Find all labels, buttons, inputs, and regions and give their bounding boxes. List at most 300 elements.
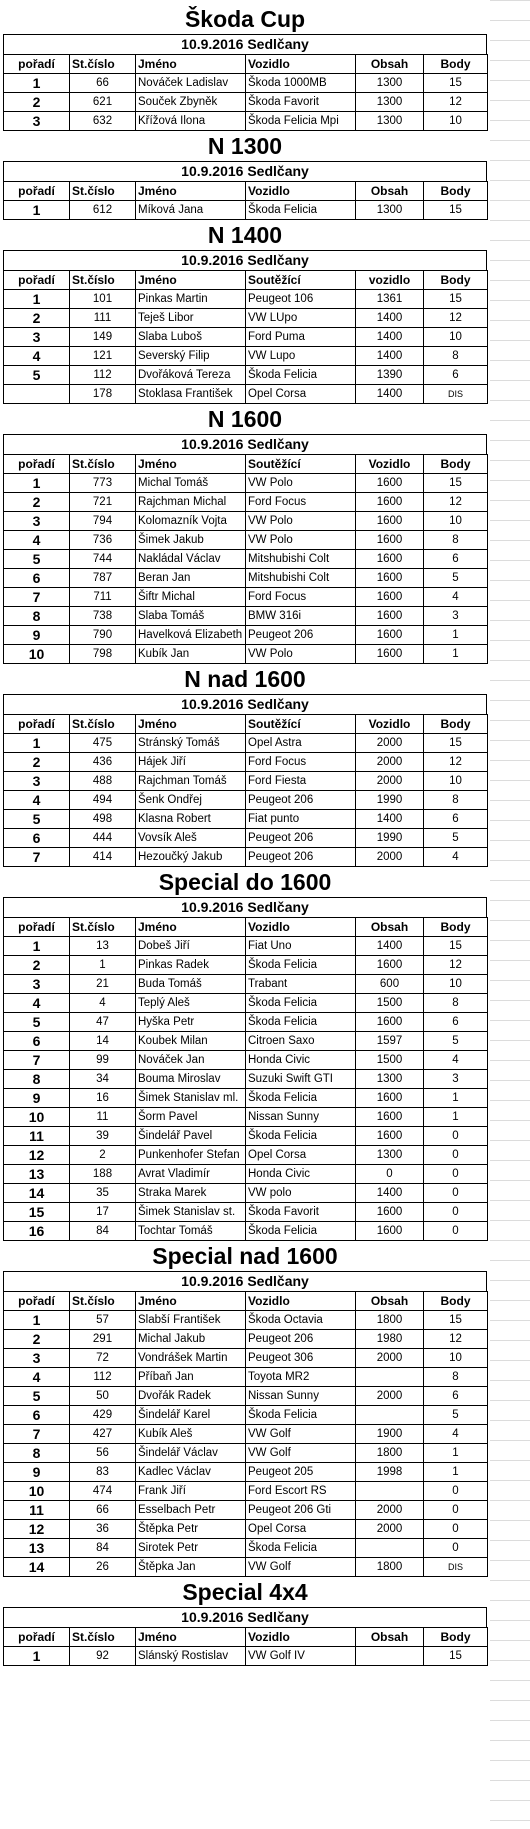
table-cell: Beran Jan (136, 569, 246, 588)
table-cell: 5 (424, 1406, 488, 1425)
table-cell: 6 (424, 366, 488, 385)
table-cell: Šimek Stanislav ml. (136, 1089, 246, 1108)
column-header: pořadí (4, 715, 70, 734)
column-header: Jméno (136, 715, 246, 734)
table-cell: 1600 (356, 588, 424, 607)
table-cell: 721 (70, 493, 136, 512)
results-table (3, 1627, 488, 1666)
table-cell: 50 (70, 1387, 136, 1406)
table-row (4, 1108, 488, 1127)
table-row (4, 201, 488, 220)
table-row (4, 347, 488, 366)
table-cell: 1300 (356, 1070, 424, 1089)
table-cell: Škoda Felicia (246, 1406, 356, 1425)
section-title: N nad 1600 (184, 666, 306, 692)
table-cell: 1 (4, 1647, 70, 1666)
table-cell: 0 (424, 1520, 488, 1539)
table-cell: 1300 (356, 201, 424, 220)
table-cell: 15 (424, 1647, 488, 1666)
table-cell: 794 (70, 512, 136, 531)
table-cell: 10 (4, 1108, 70, 1127)
table-cell: 1980 (356, 1330, 424, 1349)
results-section (3, 131, 487, 220)
table-cell: Slabší František (136, 1311, 246, 1330)
table-cell: 10 (424, 512, 488, 531)
results-table (3, 1291, 488, 1577)
table-cell: Honda Civic (246, 1051, 356, 1070)
table-cell: Fiat punto (246, 810, 356, 829)
table-cell: 1600 (356, 531, 424, 550)
table-cell: Dvořák Radek (136, 1387, 246, 1406)
table-cell: 1 (424, 1463, 488, 1482)
table-cell: Koubek Milan (136, 1032, 246, 1051)
table-row (4, 1425, 488, 1444)
results-table (3, 454, 488, 664)
table-cell: 15 (424, 1311, 488, 1330)
table-cell: 2000 (356, 1520, 424, 1539)
column-header: Soutěžící (246, 715, 356, 734)
table-cell: 11 (4, 1127, 70, 1146)
table-cell: 9 (4, 626, 70, 645)
column-header: Body (424, 182, 488, 201)
column-header: Obsah (356, 918, 424, 937)
table-cell: 2000 (356, 1501, 424, 1520)
table-cell: 8 (424, 1368, 488, 1387)
table-row (4, 1482, 488, 1501)
table-cell: 1600 (356, 493, 424, 512)
table-cell: Opel Corsa (246, 1520, 356, 1539)
table-row (4, 1146, 488, 1165)
table-cell: 1 (4, 734, 70, 753)
table-row (4, 93, 488, 112)
table-cell: 8 (4, 1444, 70, 1463)
table-cell: 112 (70, 366, 136, 385)
table-cell: 10 (424, 112, 488, 131)
table-cell: 4 (424, 1051, 488, 1070)
table-row (4, 645, 488, 664)
table-cell: 0 (424, 1146, 488, 1165)
column-header: St.číslo (70, 182, 136, 201)
table-cell: 4 (424, 848, 488, 867)
results-table (3, 181, 488, 220)
table-cell: Vovsík Aleš (136, 829, 246, 848)
table-cell: Sirotek Petr (136, 1539, 246, 1558)
table-cell: 149 (70, 328, 136, 347)
table-cell: 1 (4, 937, 70, 956)
table-cell: 7 (4, 1051, 70, 1070)
results-section (3, 1577, 487, 1666)
table-cell: 7 (4, 848, 70, 867)
table-cell: Peugeot 206 (246, 791, 356, 810)
table-cell: 83 (70, 1463, 136, 1482)
table-row (4, 1647, 488, 1666)
table-cell: 427 (70, 1425, 136, 1444)
table-header-row (4, 918, 488, 937)
table-cell: Teplý Aleš (136, 994, 246, 1013)
table-cell: 475 (70, 734, 136, 753)
table-row (4, 512, 488, 531)
column-header: St.číslo (70, 55, 136, 74)
table-row (4, 1311, 488, 1330)
table-cell: Peugeot 206 (246, 829, 356, 848)
table-cell: 1 (4, 474, 70, 493)
table-cell: 711 (70, 588, 136, 607)
column-header: Body (424, 55, 488, 74)
table-cell: 1600 (356, 1089, 424, 1108)
table-cell: 494 (70, 791, 136, 810)
column-header: Body (424, 1628, 488, 1647)
table-cell: DIS (424, 385, 488, 404)
table-cell: 1 (4, 290, 70, 309)
table-cell: Kubík Aleš (136, 1425, 246, 1444)
column-header: Obsah (356, 55, 424, 74)
table-cell: 1990 (356, 791, 424, 810)
table-cell: Škoda Felicia (246, 1127, 356, 1146)
column-header: Jméno (136, 1628, 246, 1647)
column-header: Obsah (356, 1292, 424, 1311)
table-row (4, 607, 488, 626)
column-header: St.číslo (70, 271, 136, 290)
table-cell: 16 (70, 1089, 136, 1108)
table-cell: 1500 (356, 1051, 424, 1070)
table-cell: 1600 (356, 512, 424, 531)
table-cell: Škoda Felicia (246, 366, 356, 385)
table-cell: 72 (70, 1349, 136, 1368)
table-cell: 790 (70, 626, 136, 645)
table-cell: 34 (70, 1070, 136, 1089)
table-cell: 1800 (356, 1444, 424, 1463)
table-cell: DIS (424, 1558, 488, 1577)
table-cell: 1600 (356, 1013, 424, 1032)
table-row (4, 994, 488, 1013)
table-cell: VW LUpo (246, 309, 356, 328)
table-row (4, 385, 488, 404)
table-cell: 56 (70, 1444, 136, 1463)
table-cell: 1600 (356, 550, 424, 569)
table-cell: 798 (70, 645, 136, 664)
table-row (4, 1032, 488, 1051)
table-cell: 1600 (356, 645, 424, 664)
table-cell: 1 (424, 1108, 488, 1127)
table-cell: VW Polo (246, 474, 356, 493)
table-cell: 1800 (356, 1311, 424, 1330)
table-cell: 15 (424, 474, 488, 493)
table-row (4, 1349, 488, 1368)
table-cell: 6 (4, 829, 70, 848)
table-cell: 12 (424, 493, 488, 512)
table-cell: Frank Jiří (136, 1482, 246, 1501)
table-cell: Škoda Felicia (246, 956, 356, 975)
table-cell: 12 (424, 956, 488, 975)
results-section (3, 220, 487, 404)
table-cell: Škoda Octavia (246, 1311, 356, 1330)
table-cell: 5 (4, 1013, 70, 1032)
column-header: vozidlo (356, 271, 424, 290)
column-header: Soutěžící (246, 271, 356, 290)
column-header: Jméno (136, 1292, 246, 1311)
table-cell: 15 (424, 74, 488, 93)
table-cell: 1400 (356, 309, 424, 328)
table-cell: 773 (70, 474, 136, 493)
table-row (4, 1520, 488, 1539)
table-cell: 1 (424, 645, 488, 664)
table-cell: 15 (424, 201, 488, 220)
table-cell: Šindelář Pavel (136, 1127, 246, 1146)
section-date: 10.9.2016 Sedlčany (3, 897, 487, 917)
table-cell: 1 (424, 1089, 488, 1108)
table-cell: 5 (4, 366, 70, 385)
table-cell: 3 (4, 512, 70, 531)
table-cell: 1998 (356, 1463, 424, 1482)
table-cell: Dobeš Jiří (136, 937, 246, 956)
table-cell: Punkenhofer Stefan (136, 1146, 246, 1165)
table-cell: VW Golf (246, 1444, 356, 1463)
table-cell: Opel Corsa (246, 1146, 356, 1165)
section-title: N 1300 (207, 133, 283, 159)
column-header: pořadí (4, 1292, 70, 1311)
table-cell: Šindelář Karel (136, 1406, 246, 1425)
table-cell: Peugeot 106 (246, 290, 356, 309)
results-table (3, 714, 488, 867)
table-cell: 15 (4, 1203, 70, 1222)
table-cell (356, 1406, 424, 1425)
table-cell: Hyška Petr (136, 1013, 246, 1032)
table-cell: 291 (70, 1330, 136, 1349)
table-cell: 3 (4, 112, 70, 131)
table-cell: VW Polo (246, 531, 356, 550)
table-row (4, 753, 488, 772)
table-cell: 632 (70, 112, 136, 131)
table-cell: 84 (70, 1539, 136, 1558)
table-cell: 787 (70, 569, 136, 588)
table-cell: Souček Zbyněk (136, 93, 246, 112)
table-cell: 1300 (356, 112, 424, 131)
table-cell: 3 (424, 607, 488, 626)
column-header: Vozidlo (356, 715, 424, 734)
table-row (4, 1558, 488, 1577)
table-row (4, 531, 488, 550)
table-cell: 111 (70, 309, 136, 328)
column-header: pořadí (4, 455, 70, 474)
table-cell: 6 (424, 550, 488, 569)
column-header: Body (424, 455, 488, 474)
table-cell: 1900 (356, 1425, 424, 1444)
table-cell: Ford Focus (246, 493, 356, 512)
table-cell: 4 (424, 588, 488, 607)
table-cell: 1990 (356, 829, 424, 848)
table-cell: 1 (4, 201, 70, 220)
table-cell: 3 (4, 328, 70, 347)
table-row (4, 1463, 488, 1482)
table-row (4, 1184, 488, 1203)
table-row (4, 937, 488, 956)
table-row (4, 1070, 488, 1089)
table-cell: 2 (4, 309, 70, 328)
table-row (4, 956, 488, 975)
table-cell: Křížová Ilona (136, 112, 246, 131)
table-cell: BMW 316i (246, 607, 356, 626)
table-cell: 9 (4, 1089, 70, 1108)
table-cell: Míková Jana (136, 201, 246, 220)
table-cell: 12 (424, 93, 488, 112)
table-cell: 1400 (356, 1184, 424, 1203)
table-row (4, 1222, 488, 1241)
table-cell: 2000 (356, 734, 424, 753)
table-row (4, 1051, 488, 1070)
table-cell: 3 (424, 1070, 488, 1089)
table-cell: 188 (70, 1165, 136, 1184)
table-cell: 36 (70, 1520, 136, 1539)
column-header: Body (424, 271, 488, 290)
table-cell: Havelková Elizabeth (136, 626, 246, 645)
table-cell: Peugeot 206 (246, 848, 356, 867)
table-cell: Pinkas Radek (136, 956, 246, 975)
table-cell: 5 (424, 829, 488, 848)
table-cell: 0 (424, 1501, 488, 1520)
table-cell: Pinkas Martin (136, 290, 246, 309)
table-header-row (4, 271, 488, 290)
table-header-row (4, 1628, 488, 1647)
table-cell: 1361 (356, 290, 424, 309)
table-header-row (4, 55, 488, 74)
table-cell: Škoda Felicia (246, 1222, 356, 1241)
table-cell: 1400 (356, 347, 424, 366)
table-cell: 66 (70, 1501, 136, 1520)
table-cell: 1600 (356, 1222, 424, 1241)
table-header-row (4, 715, 488, 734)
table-cell: 7 (4, 588, 70, 607)
table-cell: 10 (424, 1349, 488, 1368)
column-header: St.číslo (70, 918, 136, 937)
table-cell: Šorm Pavel (136, 1108, 246, 1127)
table-cell: 2 (70, 1146, 136, 1165)
table-cell: 2000 (356, 1349, 424, 1368)
table-cell: VW Golf IV (246, 1647, 356, 1666)
table-cell (356, 1539, 424, 1558)
table-row (4, 569, 488, 588)
table-cell: Dvořáková Tereza (136, 366, 246, 385)
table-row (4, 848, 488, 867)
column-header: Vozidlo (246, 1292, 356, 1311)
table-cell: Hezoučký Jakub (136, 848, 246, 867)
table-cell: Suzuki Swift GTI (246, 1070, 356, 1089)
table-cell: 474 (70, 1482, 136, 1501)
column-header: Vozidlo (356, 455, 424, 474)
section-date: 10.9.2016 Sedlčany (3, 434, 487, 454)
table-cell: 13 (70, 937, 136, 956)
table-cell: 736 (70, 531, 136, 550)
table-row (4, 1013, 488, 1032)
table-cell: 12 (4, 1146, 70, 1165)
table-cell: Štěpka Jan (136, 1558, 246, 1577)
table-cell: 498 (70, 810, 136, 829)
table-cell: VW Lupo (246, 347, 356, 366)
table-cell: 6 (424, 1013, 488, 1032)
table-cell: 1800 (356, 1558, 424, 1577)
table-cell: 1600 (356, 569, 424, 588)
table-cell: 8 (424, 791, 488, 810)
table-cell: 13 (4, 1165, 70, 1184)
table-cell: 4 (4, 994, 70, 1013)
table-cell: 8 (4, 1070, 70, 1089)
table-cell: Škoda Favorit (246, 93, 356, 112)
section-date: 10.9.2016 Sedlčany (3, 1607, 487, 1627)
table-cell: 1600 (356, 607, 424, 626)
table-cell: 1500 (356, 994, 424, 1013)
table-cell: 0 (424, 1127, 488, 1146)
column-header: Jméno (136, 182, 246, 201)
table-cell: 5 (424, 569, 488, 588)
section-title: N 1400 (207, 222, 283, 248)
column-header: St.číslo (70, 1628, 136, 1647)
column-header: pořadí (4, 918, 70, 937)
table-cell: 2000 (356, 772, 424, 791)
table-header-row (4, 182, 488, 201)
table-cell: Peugeot 306 (246, 1349, 356, 1368)
table-cell: 3 (4, 1349, 70, 1368)
column-header: Obsah (356, 182, 424, 201)
column-header: St.číslo (70, 455, 136, 474)
table-row (4, 1387, 488, 1406)
column-header: Jméno (136, 455, 246, 474)
results-table (3, 270, 488, 404)
table-cell: 436 (70, 753, 136, 772)
table-cell: Tochtar Tomáš (136, 1222, 246, 1241)
table-cell: Peugeot 206 (246, 626, 356, 645)
table-cell: 1 (424, 1444, 488, 1463)
table-cell (356, 1482, 424, 1501)
table-cell: 738 (70, 607, 136, 626)
table-cell: Škoda Felicia Mpi (246, 112, 356, 131)
table-cell: VW Golf (246, 1558, 356, 1577)
table-cell: 26 (70, 1558, 136, 1577)
results-table (3, 917, 488, 1241)
results-section (3, 1241, 487, 1577)
table-cell: 1400 (356, 937, 424, 956)
results-section (3, 867, 487, 1241)
table-cell: 1600 (356, 1127, 424, 1146)
section-title: N 1600 (207, 406, 283, 432)
table-cell: 2000 (356, 848, 424, 867)
table-cell: Nissan Sunny (246, 1108, 356, 1127)
table-cell: Nissan Sunny (246, 1387, 356, 1406)
table-row (4, 772, 488, 791)
table-cell: 99 (70, 1051, 136, 1070)
table-cell: 3 (4, 772, 70, 791)
column-header: Vozidlo (246, 55, 356, 74)
column-header: Vozidlo (246, 918, 356, 937)
table-cell: Škoda Felicia (246, 1013, 356, 1032)
table-cell: 35 (70, 1184, 136, 1203)
column-header: St.číslo (70, 1292, 136, 1311)
table-cell: 6 (424, 810, 488, 829)
table-cell: Straka Marek (136, 1184, 246, 1203)
table-cell: 2 (4, 93, 70, 112)
table-cell: Štěpka Petr (136, 1520, 246, 1539)
column-header: Vozidlo (246, 182, 356, 201)
table-cell: Opel Astra (246, 734, 356, 753)
table-row (4, 474, 488, 493)
table-cell: 4 (424, 1425, 488, 1444)
table-row (4, 1203, 488, 1222)
table-row (4, 1089, 488, 1108)
table-cell: 6 (4, 1032, 70, 1051)
table-row (4, 1165, 488, 1184)
table-cell: 2000 (356, 1387, 424, 1406)
table-cell: Šimek Jakub (136, 531, 246, 550)
table-cell: 1400 (356, 328, 424, 347)
table-cell: 0 (424, 1482, 488, 1501)
